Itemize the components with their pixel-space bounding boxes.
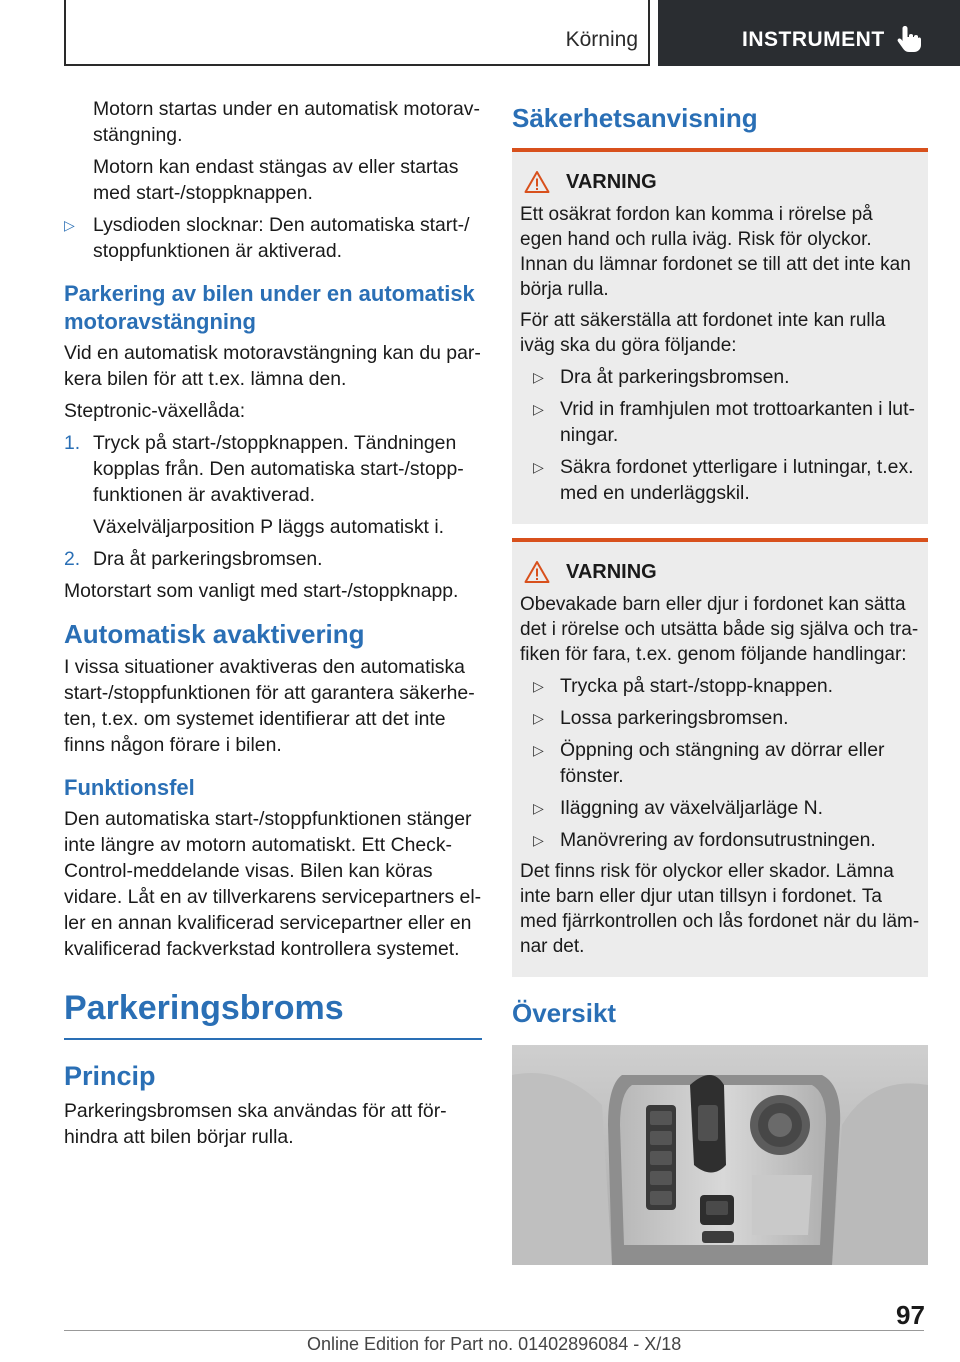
header-section-label: Körning bbox=[565, 28, 638, 51]
list-item bbox=[520, 396, 920, 448]
list-item bbox=[64, 212, 482, 264]
paragraph: Den automatiska start-/stoppfunktionen stänger inte längre av motorn automatiskt. Ett Check-Control-meddelande visas. Bilen kan köras vidare. Låt en av tillverkarens servicepartners eller en annan kvalificerad servicepartner eller en kvalificerad fackverkstad kontrollera systemet. bbox=[64, 808, 482, 960]
list-item-text: Manövrering av fordonsutrustningen. bbox=[560, 829, 876, 851]
triangle-bullet-icon: ▷ bbox=[533, 832, 544, 848]
triangle-bullet-icon: ▷ bbox=[533, 678, 544, 694]
heading-principle: Princip bbox=[64, 1061, 156, 1091]
paragraph: Motorstart som vanligt med start-/stoppknapp. bbox=[64, 580, 459, 602]
subheading-malfunction: Funktionsfel bbox=[64, 775, 195, 800]
right-column bbox=[512, 96, 928, 1270]
chapter-heading: Parkeringsbroms bbox=[64, 988, 482, 1040]
list-item-text: Vrid in framhjulen mot trottoarkanten i lutningar. bbox=[560, 398, 915, 446]
paragraph: Växelväljarposition P läggs automatiskt i. bbox=[93, 516, 445, 538]
list-item bbox=[520, 705, 920, 731]
triangle-bullet-icon: ▷ bbox=[64, 217, 75, 233]
paragraph: Vid en automatisk motoravstängning kan du parkera bilen för att t.ex. lämna den. bbox=[64, 342, 481, 390]
triangle-bullet-icon: ▷ bbox=[533, 369, 544, 385]
footer-divider bbox=[64, 1330, 924, 1331]
header-chapter-box bbox=[658, 0, 960, 66]
numbered-item bbox=[64, 546, 482, 572]
heading-auto-deactivation: Automatisk avaktivering bbox=[64, 619, 365, 649]
warning-title bbox=[520, 560, 920, 584]
triangle-bullet-icon: ▷ bbox=[533, 459, 544, 475]
subheading-parking: Parkering av bilen under en automatisk motoravstängning bbox=[64, 281, 475, 334]
warning-box bbox=[512, 148, 928, 524]
header-chapter-label: INSTRUMENT bbox=[742, 28, 885, 51]
triangle-bullet-icon: ▷ bbox=[533, 742, 544, 758]
hand-pointer-icon bbox=[896, 24, 922, 54]
triangle-bullet-icon: ▷ bbox=[533, 800, 544, 816]
list-item-text: Öppning och stängning av dörrar eller fönster. bbox=[560, 739, 885, 787]
paragraph: Steptronic-växellåda: bbox=[64, 400, 246, 422]
warning-triangle-icon bbox=[524, 560, 550, 584]
list-item-text: Iläggning av växelväljarläge N. bbox=[560, 797, 824, 819]
paragraph: För att säkerställa att fordonet inte kan rulla iväg ska du göra följande: bbox=[520, 310, 886, 356]
header-section-box bbox=[64, 0, 650, 66]
step-number: 2. bbox=[64, 548, 81, 570]
warning-title-text: VARNING bbox=[566, 560, 657, 583]
footer-edition: Online Edition for Part no. 01402896084 - X/18 bbox=[307, 1334, 682, 1354]
warning-title bbox=[520, 170, 920, 194]
warning-title-text: VARNING bbox=[566, 170, 657, 193]
list-item-text: Trycka på start-/stopp-knappen. bbox=[560, 675, 834, 697]
list-item bbox=[520, 827, 920, 853]
paragraph: I vissa situationer avaktiveras den automatiska start-/stoppfunktionen för att garantera säkerheten, t.ex. om systemet identifierar att det inte finns någon förare i bilen. bbox=[64, 656, 475, 756]
list-item-text: Lysdioden slocknar: Den automatiska start-/ stoppfunktionen är aktiverad. bbox=[93, 214, 470, 262]
paragraph: Det finns risk för olyckor eller skador. Lämna inte barn eller djur utan tillsyn i fordonet. Ta med fjärrkontrollen och lås fordonet när du lämnar det. bbox=[520, 861, 920, 957]
list-item bbox=[520, 795, 920, 821]
triangle-bullet-icon: ▷ bbox=[533, 710, 544, 726]
warning-box bbox=[512, 538, 928, 977]
left-column bbox=[64, 96, 482, 1156]
list-item bbox=[520, 673, 920, 699]
step-text: Dra åt parkeringsbromsen. bbox=[93, 548, 323, 570]
list-item-text: Lossa parkeringsbromsen. bbox=[560, 707, 789, 729]
numbered-item bbox=[64, 430, 482, 508]
warning-triangle-icon bbox=[524, 170, 550, 194]
step-number: 1. bbox=[64, 432, 81, 454]
list-item-text: Säkra fordonet ytterligare i lutningar, t.ex. med en underläggskil. bbox=[560, 456, 914, 504]
paragraph: Ett osäkrat fordon kan komma i rörelse på egen hand och rulla iväg. Risk för olyckor. Innan du lämnar fordonet se till att det inte kan börja rulla. bbox=[520, 204, 911, 300]
paragraph: Parkeringsbromsen ska användas för att förhindra att bilen börjar rulla. bbox=[64, 1100, 447, 1148]
page-number: 97 bbox=[896, 1300, 925, 1330]
heading-safety: Säkerhetsanvisning bbox=[512, 103, 758, 133]
list-item-text: Dra åt parkeringsbromsen. bbox=[560, 366, 790, 388]
center-console-photo bbox=[512, 1045, 928, 1265]
paragraph: Motorn kan endast stängas av eller startas med start-/stoppknappen. bbox=[93, 156, 459, 204]
paragraph: Motorn startas under en automatisk motoravstängning. bbox=[93, 98, 480, 146]
list-item bbox=[520, 364, 920, 390]
heading-overview: Översikt bbox=[512, 998, 617, 1028]
list-item bbox=[520, 737, 920, 789]
list-item bbox=[520, 454, 920, 506]
triangle-bullet-icon: ▷ bbox=[533, 401, 544, 417]
step-text: Tryck på start-/stoppknappen. Tändningen kopplas från. Den automatiska start-/stoppfunktionen är avaktiverad. bbox=[93, 432, 464, 506]
paragraph: Obevakade barn eller djur i fordonet kan sätta det i rörelse och utsätta både sig själva och trafiken för fara, t.ex. genom följande handlingar: bbox=[520, 594, 919, 665]
